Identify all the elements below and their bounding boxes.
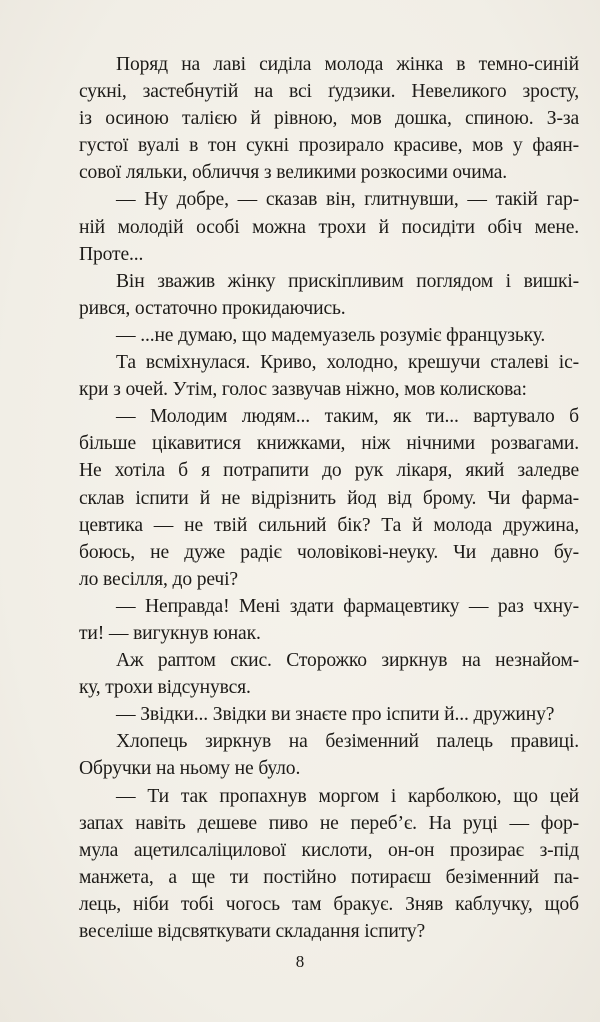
text-line: ній молодій особі можна трохи й посидіти обіч мене. bbox=[79, 216, 579, 238]
page-number: 8 bbox=[295, 952, 305, 971]
text-line: сукні, застебнутій на всі ґудзики. Невеликого зросту, bbox=[79, 81, 579, 103]
text-line: Та всміхнулася. Криво, холодно, крешучи сталеві іс- bbox=[116, 352, 579, 374]
text-line: Поряд на лаві сиділа молода жінка в темно-синій bbox=[116, 54, 579, 75]
text-line: Хлопець зиркнув на безіменний палець правиці. bbox=[116, 731, 579, 753]
text-line: Не хотіла б я потрапити до рук лікаря, який заледве bbox=[79, 460, 579, 482]
text-line: — Звідки... Звідки ви знаєте про іспити й... дружину? bbox=[116, 704, 555, 726]
text-line: Він зважив жінку прискіпливим поглядом і вишкі- bbox=[116, 270, 579, 292]
text-line: запах навіть дешеве пиво не переб’є. На руці — фор- bbox=[79, 812, 579, 834]
text-line: веселіше відсвяткувати складання іспиту? bbox=[79, 921, 426, 942]
text-line: — Неправда! Мені здати фармацевтику — раз чхну- bbox=[116, 595, 579, 617]
text-line: ло весілля, до речі? bbox=[79, 568, 238, 590]
text-line: ти! — вигукнув юнак. bbox=[79, 622, 261, 644]
text-line: цевтика — не твій сильний бік? Та й молода дружина, bbox=[79, 514, 579, 536]
text-line: — Молодим людям... таким, як ти... вартувало б bbox=[116, 406, 579, 428]
text-line: із осиною талією й рівною, мов дошка, спиною. З-за bbox=[79, 108, 579, 130]
text-line: більше цікавитися книжками, ніж нічними розвагами. bbox=[79, 433, 579, 455]
text-line: Аж раптом скис. Сторожко зиркнув на незнайом- bbox=[116, 650, 579, 672]
text-line: — Ну добре, — сказав він, глитнувши, — такій гар- bbox=[116, 189, 579, 211]
text-line: кри з очей. Утім, голос зазвучав ніжно, мов колискова: bbox=[79, 379, 527, 401]
text-line: Обручки на ньому не було. bbox=[79, 758, 301, 780]
text-line: Проте... bbox=[79, 243, 144, 265]
text-line: лець, ніби тобі чогось там бракує. Зняв каблучку, щоб bbox=[79, 893, 579, 915]
text-line: — ...не думаю, що мадемуазель розуміє французьку. bbox=[116, 324, 546, 346]
text-line: сової ляльки, обличчя з великими розкосими очима. bbox=[79, 162, 507, 184]
text-line: склав іспити й не відрізнить йод від брому. Чи фарма- bbox=[79, 487, 579, 509]
body-text bbox=[79, 51, 579, 945]
text-line: мула ацетилсаліцилової кислоти, он-он прозирає з-під bbox=[79, 839, 579, 861]
text-line: манжета, а ще ти постійно потираєш безіменний па- bbox=[79, 866, 579, 888]
text-line: густої вуалі в тон сукні прозирало красиве, мов у фаян- bbox=[79, 135, 579, 157]
text-line: рився, остаточно прокидаючись. bbox=[79, 297, 346, 319]
text-line: боюсь, не дуже радіє чоловікові-неуку. Чи давно бу- bbox=[79, 541, 579, 563]
text-line: ку, трохи відсунувся. bbox=[79, 677, 251, 699]
text-line: — Ти так пропахнув моргом і карболкою, що цей bbox=[116, 785, 579, 807]
